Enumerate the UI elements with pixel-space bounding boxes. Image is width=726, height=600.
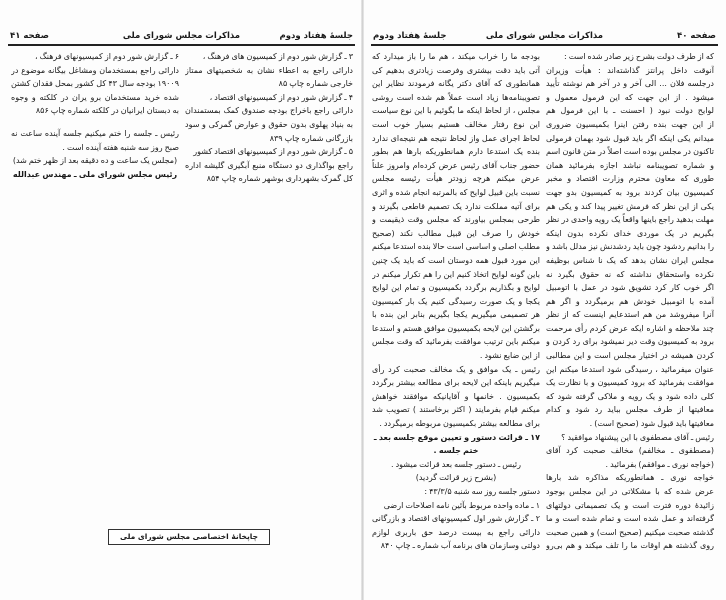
text-line: ۵ ـ گزارش شور دوم از کمیسیونهای اقتصاد کشور xyxy=(193,147,353,157)
text-line: تاکنون در مجلس بوده است اصلاً در متن قانون اسم xyxy=(546,147,714,157)
page-number: صفحه ۴۰ xyxy=(677,31,716,41)
text-line: خارجی شماره چاپ ۸۵ xyxy=(278,79,353,89)
right-page xyxy=(363,0,726,600)
text-line: روی گذشته هم اوقات ما را تلف میکند و هم بی‌رو xyxy=(546,541,714,551)
text-line: میگیریم باینکه این لایحه برای مطالعه بیشتر برگردد xyxy=(372,378,540,388)
text-line: میکنم قیام بفرمایند ( اکثر برخاستند ) تصویب شد xyxy=(372,405,540,415)
text-line: این مورد قبول همه دوستان است که باید یک چنین xyxy=(372,255,540,265)
text-line: بگیریم در یک موردی خدای نکرده بدون اینکه xyxy=(546,228,714,238)
text-line: آنرا میفروشد من هم استدعایم اینست که از نظر xyxy=(546,310,714,320)
text-line: بنده یک استدعا دارم همانطوریکه بارها هم بطور xyxy=(372,147,540,157)
text-line: مطلب اصلی و اساسی است حالا بنده استدعا میکنم xyxy=(372,242,540,252)
text-line: گرفته‌اند و عمل شده است و تمام شده است و ما xyxy=(546,514,714,524)
text-line: طرحی بمجلس بیاورند که مجلس وقت ذیقیمت و xyxy=(372,215,540,225)
text-line: را بدانیم ردشود چون باید ردشدنش نیز مدلل باشد و xyxy=(546,242,714,252)
text-line: همانطوری که آقای دکتر یگانه فرمودند نظایر این xyxy=(372,79,540,89)
text-line: دارائی راجع بمستخدمان ومشاغل بیگانه موضوع در xyxy=(11,65,179,75)
text-line: برای آتیه مملکت ندارد یک تصمیم قاطعی بگیرند و xyxy=(372,201,540,211)
text-line: به دبستان ایرانیان در کلکته شماره چاپ ۸۵۶ xyxy=(35,106,179,116)
text-line: آنوقت داخل پرانتز گذاشته‌اند : هیأت وزیران xyxy=(546,65,714,75)
text-line: آمده با اتومبیل خودش هم برمیگردد و اگر هم xyxy=(546,296,714,306)
text-line: کمیسیون بیان کردند برود به کمیسیون بدو جهت xyxy=(546,187,714,197)
text-line: صبح روز سه شنبه هفته آینده است . xyxy=(62,142,179,152)
text-line: چند ملاحظه و اشاره ایکه عرض کردم رأی مرحمت xyxy=(546,323,714,333)
session-label: جلسهٔ هفتاد ودوم xyxy=(279,31,353,41)
text-line: دارائی راجع به اعطاء نشان به شخصیتهای ممتاز xyxy=(185,65,353,75)
text-line: لحاظ اجرای عمل واز لحاظ نتیجه هم نتیجه‌ای ندارد xyxy=(372,133,540,143)
text-line: زائیدهٔ دوره فترت است و یک تصمیماتی دولتهای xyxy=(546,500,714,510)
text-line: (خواجه نوری ـ موافقم) بفرمائید . xyxy=(605,459,714,469)
printing-house-box: چاپخانهٔ اختصاصی مجلس شورای ملی xyxy=(108,529,270,545)
text-line: خودش را صرف این قبیل مطالب نکند (صحیح xyxy=(372,228,540,238)
text-line: ۱۹۰۰۹ بودجه سال ۴۳ کل کشور بمحل فقدان کشتن xyxy=(11,79,179,89)
text-line: گذشته صحبت میکنیم (صحیح است) و همین صحبت xyxy=(546,527,714,537)
text-line: دولتی وسازمان های برنامه آب شماره ـ چاپ ۸۴۰ xyxy=(380,541,540,551)
text-line: دارائی راجع باخراج بودجه صندوق کمک بمستمندان xyxy=(185,106,353,116)
text-line: میدانم یکی اینکه اگر باید قبول شود بهمان فرمولی xyxy=(546,133,714,143)
text-line: موافقت بفرمائید که برود کمیسیون و با نظارت یک xyxy=(546,378,714,388)
text-line: رئیس ـ جلسه را ختم میکنیم جلسه آینده ساعت نه xyxy=(11,128,179,138)
text-line: میشود . از این جهت که این فرمول معمول و xyxy=(546,92,714,102)
text-line: نکرده واستحقاق نداشته که نه حقوق بگیرد نه xyxy=(546,269,714,279)
page-number: صفحه ۴۱ xyxy=(10,31,49,41)
text-line: رئیس ـ آقای مصطفوی با این پیشنهاد موافقید ؟ xyxy=(561,432,714,442)
text-line: (مصطفوی ـ مخالفم) مخالف صحبت کرد آقای xyxy=(546,446,714,456)
text-line: برود به کمیسیون وقت دیر نمیشود برای رد کردن و xyxy=(546,337,714,347)
page-header xyxy=(10,31,353,43)
text-line: نسبت باین قبیل لوایح که بالمرتبه انجام شده و اثری xyxy=(372,187,540,197)
text-line: شده خرید مستخدمان برو یران در کلکته و وجوه xyxy=(11,92,179,102)
text-line: ۴ ـ گزارش شور دوم از کمیسیونهای اقتصاد ، xyxy=(209,92,353,102)
text-column-right xyxy=(546,50,714,553)
text-line: رئیس ـ دستور جلسه بعد قرائت میشود . xyxy=(391,459,521,469)
text-line: درجلسه فلان ... الی آخر و در آخر هم نوشته تأیید xyxy=(546,79,714,89)
text-column-right xyxy=(185,50,353,186)
session-label: جلسهٔ هفتاد ودوم xyxy=(373,31,447,41)
text-line: یکی از این نظر که فرمش تغییر پیدا کند و یکی هم xyxy=(546,201,714,211)
text-line: مهلت بدهید راجع باینها واقعاً یک رویه واحدی در نظر xyxy=(546,215,714,225)
text-column-left xyxy=(372,50,540,553)
text-line: لوایح و بگذاریم برگردد بکمیسیون و تمام این لوایح xyxy=(372,283,540,293)
text-line: به بنیاد پهلوی بدون حقوق و عوارض گمرکی و سود xyxy=(185,119,353,129)
text-line: خواجه نوری ـ همانطوریکه مذاکره شد بارها xyxy=(546,473,714,483)
text-line: باین گونه لوایح اتخاذ کنیم این را هم تکرار میکنم در xyxy=(372,269,540,279)
text-line: آتی باید دقت بیشتری وفرصت زیادتری بدهیم کی xyxy=(372,65,540,75)
text-line: ۶ ـ گزارش شور دوم از کمیسیونهای فرهنگ ، xyxy=(35,52,179,61)
text-line: عرض شده که با مشکلاتی در این مجلس بوجود xyxy=(546,487,714,496)
text-line: اگر خوب کار کرد تشویق شود در عمل با اتومبیل xyxy=(546,283,714,293)
text-line: تصویبنامه‌ها زیاد است عملاً هم شده است روشی xyxy=(372,92,540,102)
text-line: دارائی راجع به بیست درصد حق باربری لوازم xyxy=(372,527,540,537)
text-column-left xyxy=(11,50,179,181)
text-line: کل گمرک بشهرداری بوشهر شماره چاپ ۸۵۴ xyxy=(206,174,353,184)
text-line: و شماره تصویبنامه نباشد اجازه بفرمائید همان xyxy=(546,160,714,170)
text-line: دستور جلسه روز سه شنبه ۴۳/۳/۵ : xyxy=(424,487,540,496)
text-line: طوری که معاون محترم وزارت اقتصاد و مخبر xyxy=(546,174,714,184)
text-line: معافیتها از طرف مجلس بباید رد شود و کدام xyxy=(546,405,714,415)
paragraph-gap xyxy=(11,118,179,127)
text-line: از این ضایع نشود . xyxy=(479,351,540,361)
text-line: یکجا و یک صورت رسیدگی کنیم یک بار کمیسیون xyxy=(372,296,540,306)
page-header xyxy=(373,31,716,43)
text-line: رئیس مجلس شورای ملی ـ مهندس عبدالله xyxy=(12,169,178,179)
text-line: (بشرح زیر قرائت گردید) xyxy=(415,473,497,483)
text-line: ۲ ـ گزارش شور اول کمیسیونهای اقتصاد و بازرگانی xyxy=(372,514,540,524)
publication-title: مذاکرات مجلس شورای ملی xyxy=(485,31,604,41)
publication-title: مذاکرات مجلس شورای ملی xyxy=(122,31,241,41)
text-line: لوایح دولت نبود ( احسنت ـ با این فرمول هم xyxy=(546,106,714,116)
text-line: راجع بواگذاری دو دستگاه منبع آبگیری گلیشه اداره xyxy=(185,160,353,170)
text-line: برای مطالعه بیشتر بکمیسیون مربوطه برمیگردد . xyxy=(379,419,540,429)
text-line: بازرگانی شماره چاپ ۸۳۹ xyxy=(269,133,353,143)
text-line: این نوع رفتار مخالف هستیم بسیار خوب است xyxy=(372,119,540,129)
text-line: کلی داده شود و یک رویه و ملاکی گرفته شود که xyxy=(546,391,714,401)
text-line: ۳ ـ گزارش شور دوم از کمیسیون های فرهنگ ، xyxy=(202,52,353,61)
text-line: عنوان میفرمائید ، رسیدگی شود استدعا میکنم این xyxy=(546,364,714,374)
text-line: بودجه ما را خراب میکند ، هم ما را باز میدارد که xyxy=(372,52,540,61)
text-line: مجلس ، از لحاظ اینکه ما بگوئیم با این نوع سیاست xyxy=(372,106,540,116)
text-line: معافیتها باید قبول شود (صحیح است) . xyxy=(589,419,714,429)
text-line: ۱۷ ـ قرائت دستور و تعیین موقع جلسه بعد ـ xyxy=(373,432,540,442)
text-line: هر تصمیمی میگیریم یکجا بگیریم بنابر این بنده با xyxy=(372,310,540,320)
text-line: رئیس ـ یک موافق و یک مخالف صحبت کرد رأی xyxy=(372,364,540,374)
text-line: که از طرف دولت بشرح زیر صادر شده است : xyxy=(563,52,714,61)
text-line: برگشتن این لایحه بکمیسیون موافق هستم و استدعا xyxy=(372,323,540,333)
text-line: بکمیسیون . خانمها و آقایانیکه موافقند خواهش xyxy=(372,391,540,401)
text-line: ۱ ـ ماده واحده مربوط بآئین نامه اصلاحات ارضی xyxy=(383,500,540,510)
text-line: از این جهت بنده رفتن اینرا بکمیسیون ضروری xyxy=(546,119,714,129)
text-line: ختم جلسه . xyxy=(433,446,479,456)
text-line: حضور جناب آقای رئیس عرض کرده‌ام وامروز علناً xyxy=(372,160,540,170)
text-line: کردن همیشه در اختیار مجلس است و این مطالبی xyxy=(546,351,714,361)
text-line: (مجلس یک ساعت و ده دقیقه بعد از ظهر ختم شد) xyxy=(12,156,178,166)
text-line: عرض میکنم هرچه زودتر هیأت رئیسه مجلس xyxy=(372,174,540,184)
header-rule xyxy=(371,44,718,46)
text-line: مجلس ایران نشان بدهد که یک نا شناس بوظیفه xyxy=(546,255,714,265)
header-rule xyxy=(8,44,355,46)
text-line: میکنم باین ترتیب موافقت بفرمائید که وقت مجلس xyxy=(372,337,540,347)
